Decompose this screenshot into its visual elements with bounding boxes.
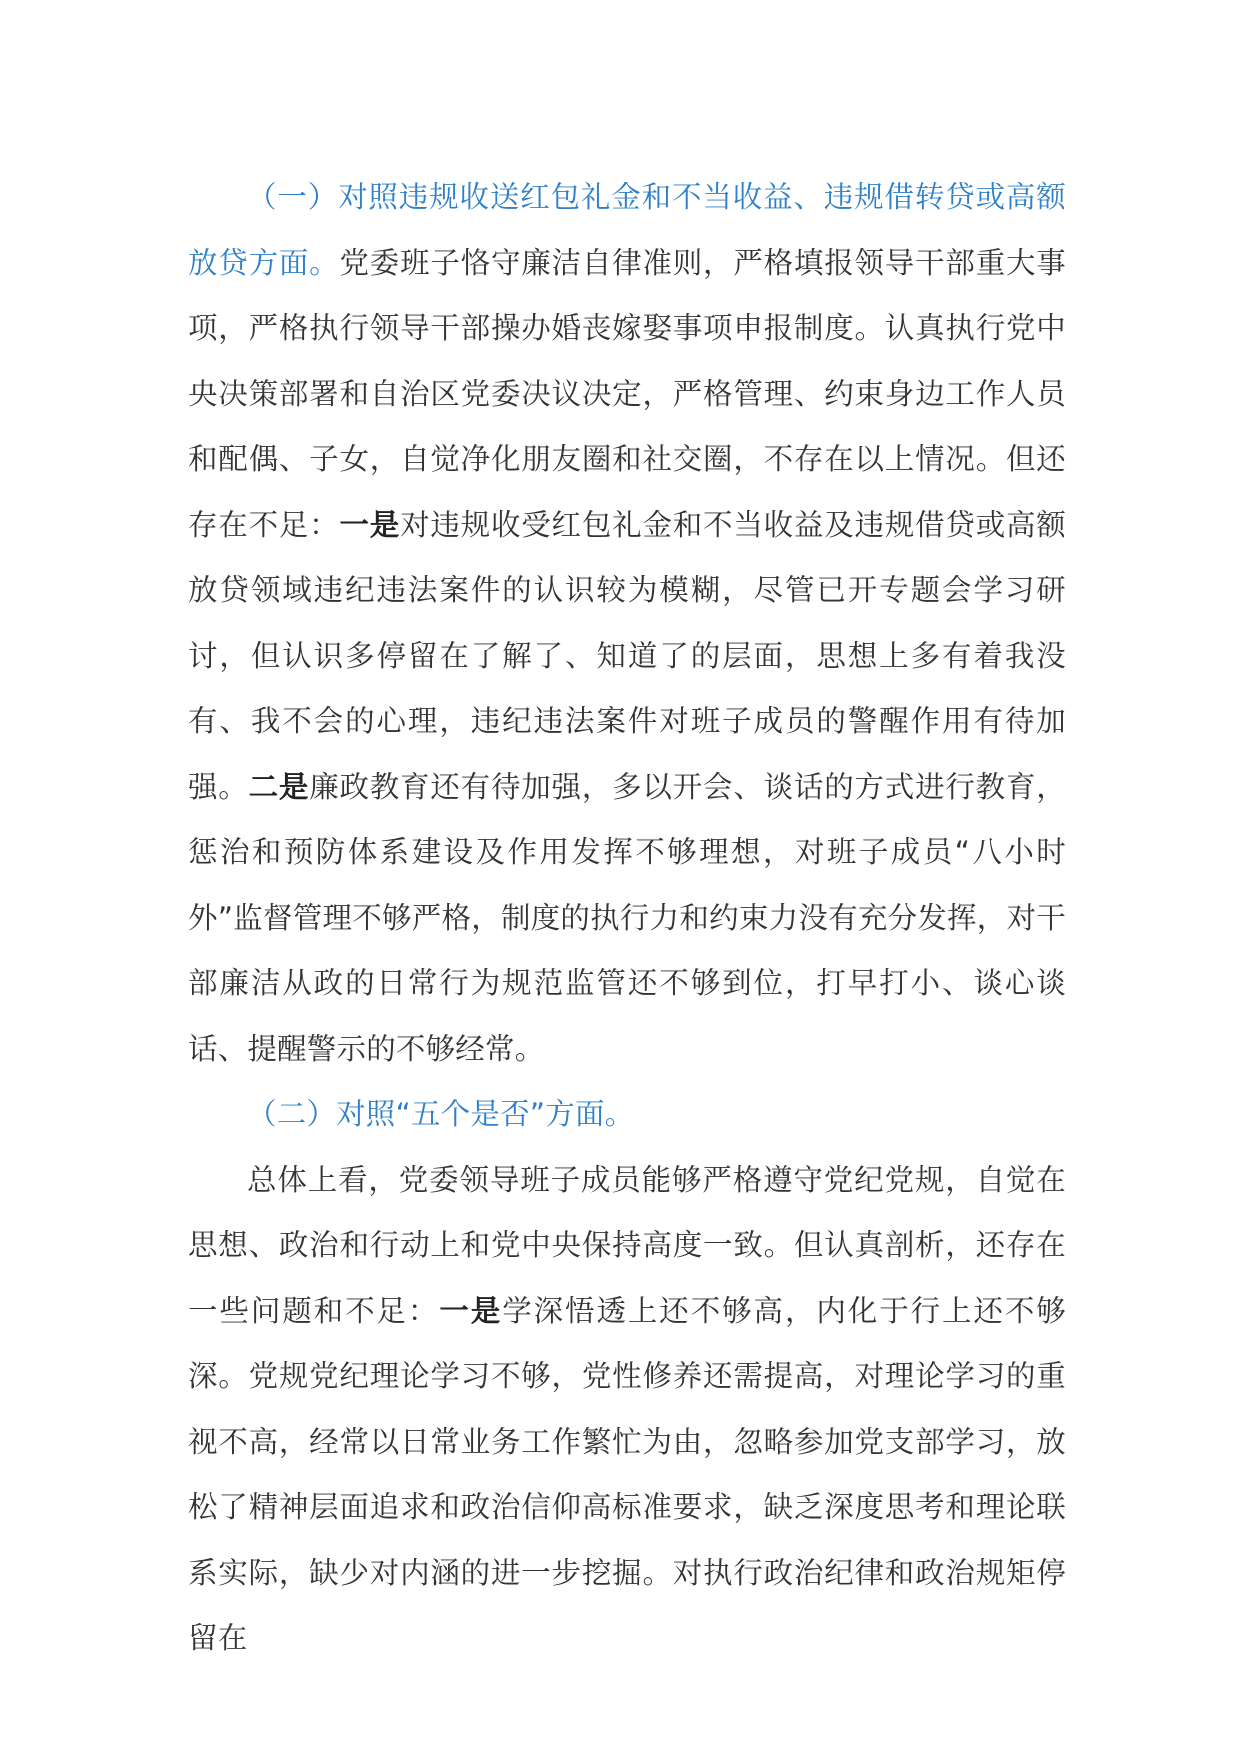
section-2-text-1: 总体上看，党委领导班子成员能够严格遵守党纪党规，自觉在思想、政治和行动上和党中央保持高度一致。但认真剖析，还存在一些问题和不足： xyxy=(188,1162,1066,1328)
section-1-text-2: 对违规收受红包礼金和不当收益及违规借贷或高额放贷领域违纪违法案件的认识较为模糊，尽管已开专题会学习研讨，但认识多停留在了解了、知道了的层面，思想上多有着我没有、我不会的心理，违纪违法案件对班子成员的警醒作用有待加强。 xyxy=(188,507,1066,804)
document-body xyxy=(188,165,1066,1672)
section-1-paragraph xyxy=(188,165,1066,1082)
section-1-text-3: 廉政教育还有待加强，多以开会、谈话的方式进行教育，惩治和预防体系建设及作用发挥不够理想，对班子成员“八小时外”监督管理不够严格，制度的执行力和约束力没有充分发挥，对干部廉洁从政的日常行为规范监管还不够到位，打早打小、谈心谈话、提醒警示的不够经常。 xyxy=(188,769,1066,1066)
section-1-point-1-label: 一是 xyxy=(339,507,401,542)
section-1-point-2-label: 二是 xyxy=(248,769,310,804)
section-2-paragraph xyxy=(188,1148,1066,1672)
section-2-point-1-label: 一是 xyxy=(439,1293,503,1328)
section-2-text-2: 学深悟透上还不够高，内化于行上还不够深。党规党纪理论学习不够，党性修养还需提高，对理论学习的重视不高，经常以日常业务工作繁忙为由，忽略参加党支部学习，放松了精神层面追求和政治信仰高标准要求，缺乏深度思考和理论联系实际，缺少对内涵的进一步挖掘。对执行政治纪律和政治规矩停留在 xyxy=(188,1293,1066,1655)
section-1-heading: （一）对照违规收送红包礼金和不当收益、违规借转贷或高额放贷方面。 xyxy=(188,180,1066,280)
section-2-heading: （二）对照“五个是否”方面。 xyxy=(247,1097,635,1131)
section-1-text-1: 党委班子恪守廉洁自律准则，严格填报领导干部重大事项，严格执行领导干部操办婚丧嫁娶事项申报制度。认真执行党中央决策部署和自治区党委决议决定，严格管理、约束身边工作人员和配偶、子女，自觉净化朋友圈和社交圈，不存在以上情况。但还存在不足： xyxy=(188,245,1066,542)
